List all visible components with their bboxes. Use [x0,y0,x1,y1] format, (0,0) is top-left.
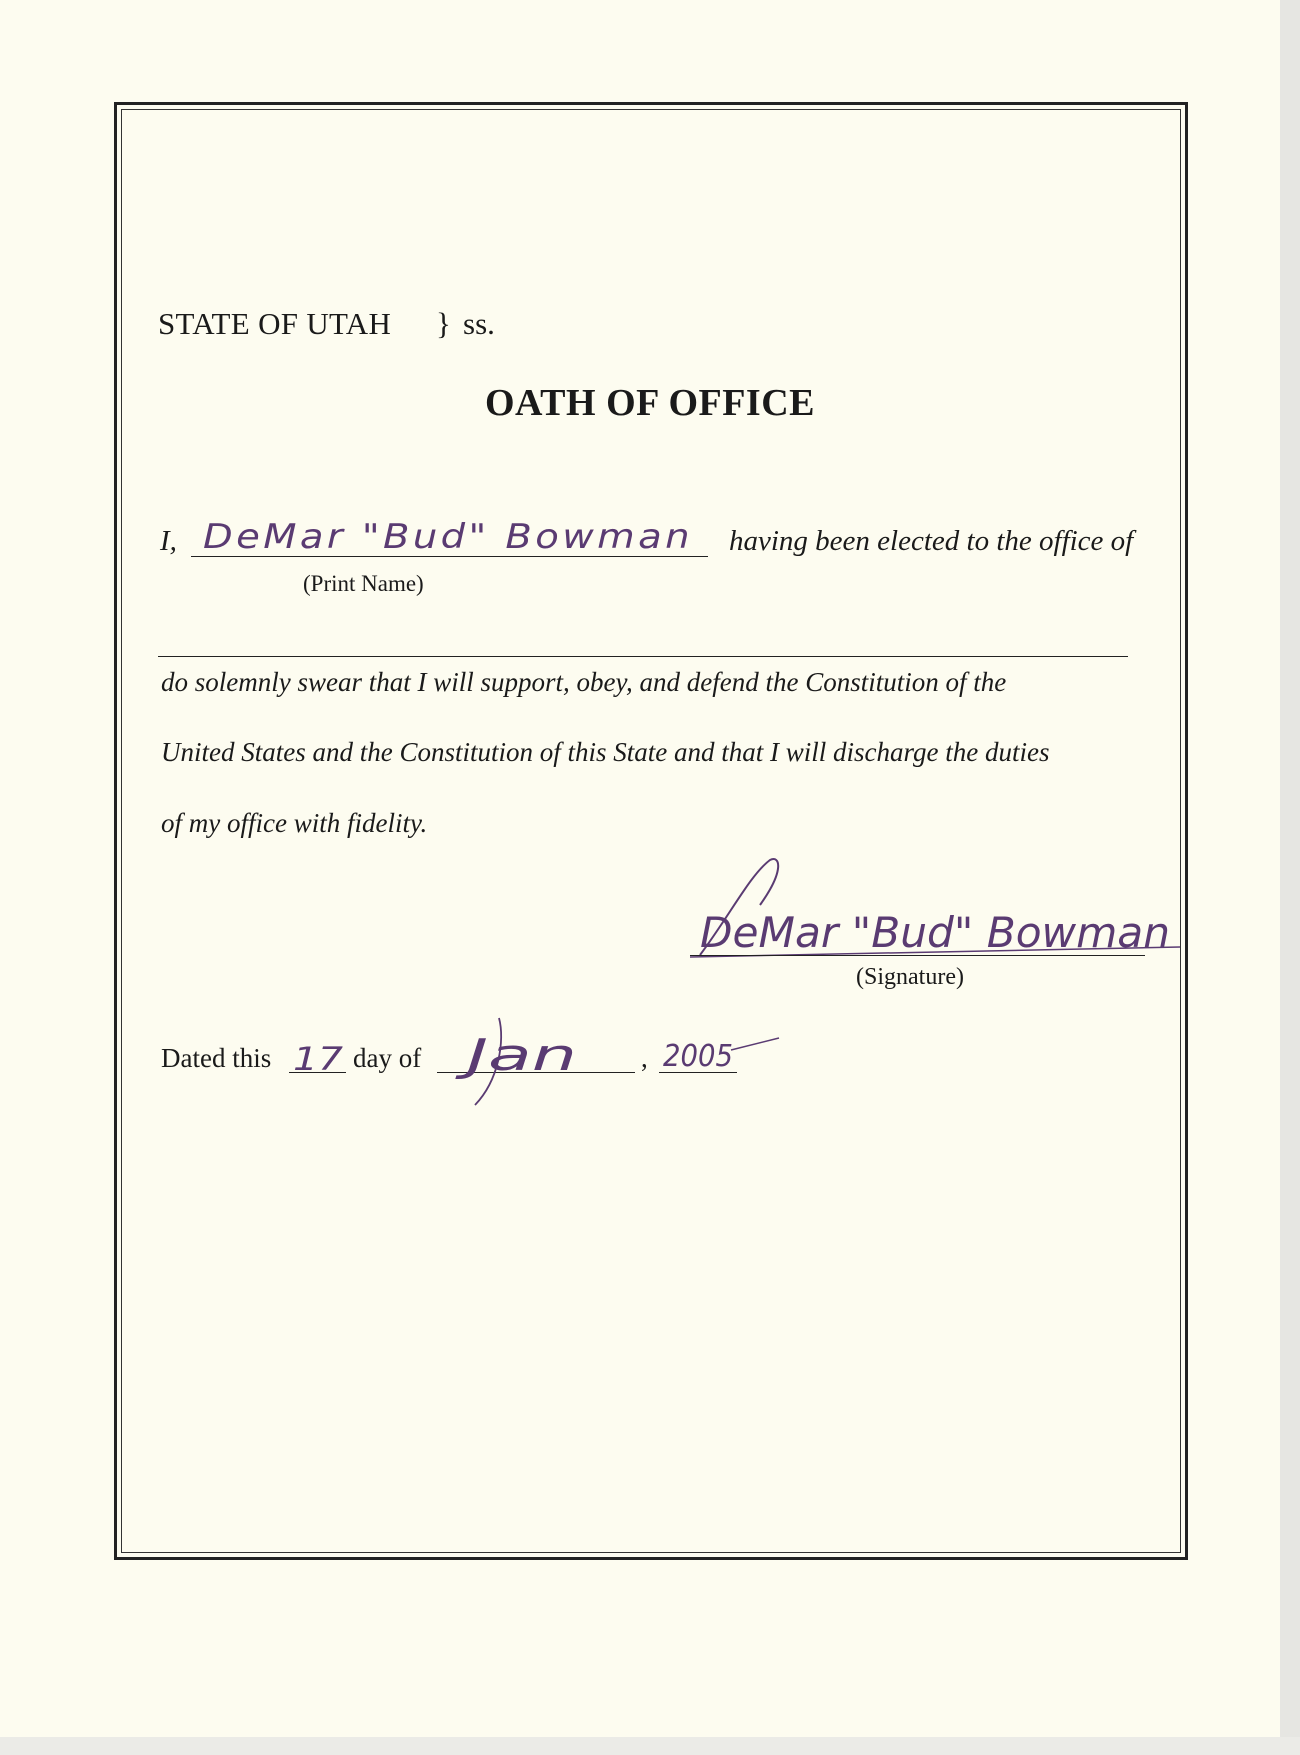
dated-this-label: Dated this [161,1043,272,1073]
state-ss: ss. [463,306,495,341]
printed-name-text: DeMar "Bud" Bowman [203,517,693,557]
signature-line [690,955,1145,956]
print-name-label: (Print Name) [303,571,424,596]
office-line [158,656,1128,657]
oath-body-line-1: do solemnly swear that I will support, obey, and defend the Constitution of the [161,667,1007,697]
handwritten-year [659,1030,779,1075]
scan-edge-bottom [0,1737,1300,1755]
document-title: OATH OF OFFICE [485,382,815,424]
month-text: Jan [454,1030,577,1081]
signature-text: DeMar "Bud" Bowman [700,908,1170,957]
elected-text: having been elected to the office of [729,525,1134,557]
year-flourish [731,1038,779,1050]
oath-prefix: I, [160,525,177,557]
handwritten-signature [690,855,1180,965]
handwritten-printed-name [195,508,705,558]
handwritten-day [289,1036,349,1076]
day-text: 17 [293,1040,344,1078]
oath-body-line-2: United States and the Constitution of this State and that I will discharge the duties [161,737,1050,767]
day-of-label: day of [353,1043,422,1073]
handwritten-month [437,1010,637,1110]
state-heading: STATE OF UTAH [158,306,392,341]
signature-label: (Signature) [856,964,964,990]
year-text: 2005 [663,1039,733,1074]
state-brace: } [436,306,451,341]
scan-edge-right [1280,0,1300,1755]
date-comma: , [641,1043,648,1073]
oath-body-line-3: of my office with fidelity. [161,808,428,838]
